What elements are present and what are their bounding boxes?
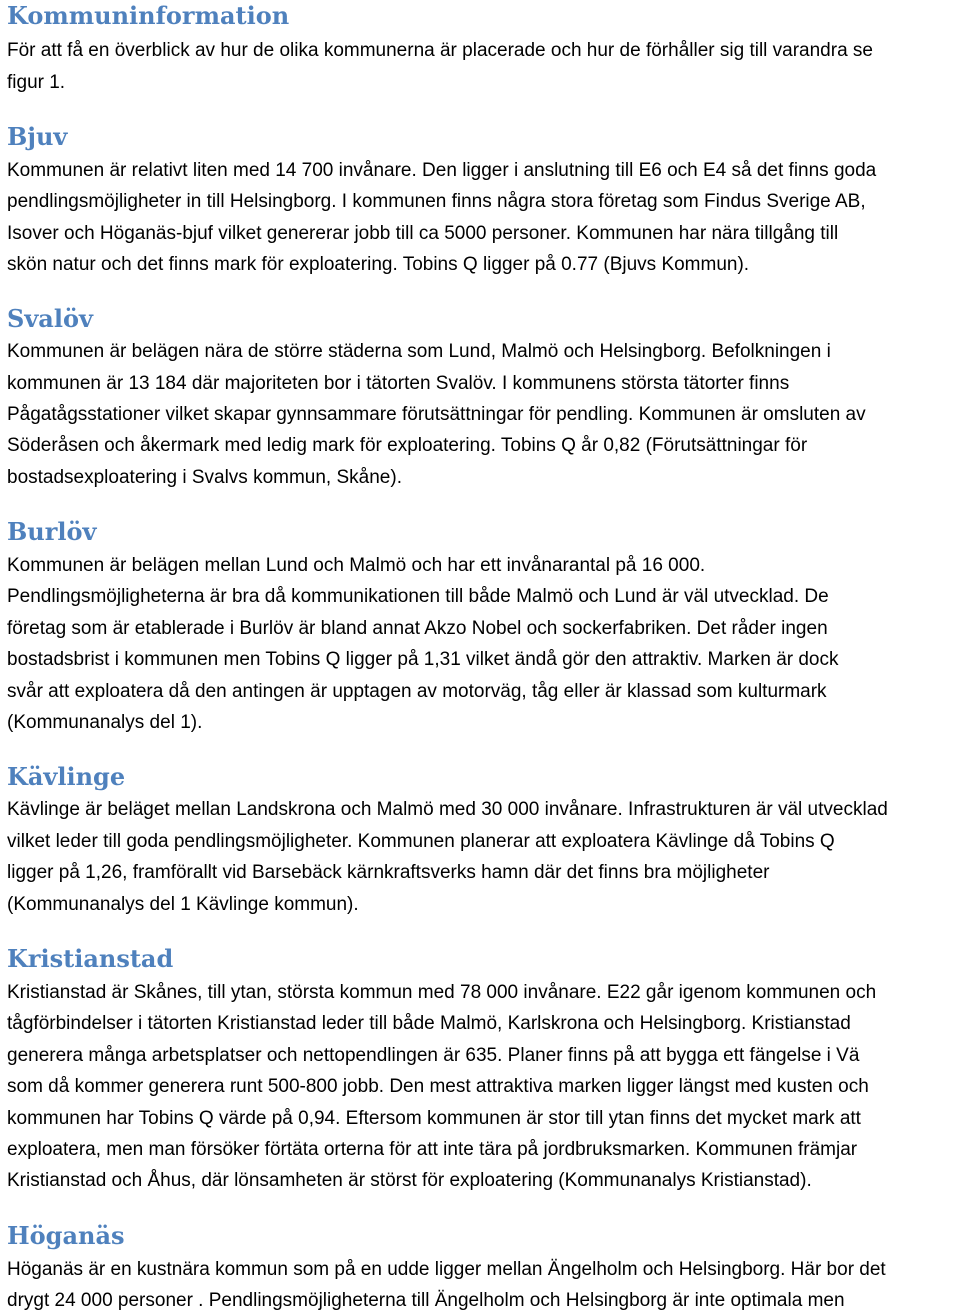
paragraph-line: Höganäs är en kustnära kommun som på en udde ligger mellan Ängelholm och Helsingborg. Här bor det	[7, 1259, 886, 1280]
heading-hoganas: Höganäs	[7, 1221, 125, 1250]
paragraph-line: figur 1.	[7, 72, 66, 93]
paragraph-line: kommunen är 13 184 där majoriteten bor i tätorten Svalöv. I kommunens största tätorter finns	[7, 373, 790, 394]
heading-bjuv: Bjuv	[7, 122, 68, 151]
paragraph-line: företag som är etablerade i Burlöv är bland annat Akzo Nobel och sockerfabriken. Det råder ingen	[7, 618, 828, 639]
paragraph-line: kommunen har Tobins Q värde på 0,94. Eftersom kommunen är stor till ytan finns det mycket mark att	[7, 1108, 861, 1129]
paragraph-line: Pågatågsstationer vilket skapar gynnsammare förutsättningar för pendling. Kommunen är omsluten av	[7, 404, 866, 425]
paragraph-line: Kristianstad och Åhus, där lönsamheten är störst för exploatering (Kommunanalys Kristianstad).	[7, 1170, 812, 1191]
paragraph-line: svår att exploatera då den antingen är upptagen av motorväg, tåg eller är klassad som kulturmark	[7, 681, 827, 702]
heading-burlov: Burlöv	[7, 517, 97, 546]
paragraph-line: vilket leder till goda pendlingsmöjligheter. Kommunen planerar att exploatera Kävlinge då Tobins Q	[7, 831, 835, 852]
paragraph-line: Söderåsen och åkermark med ledig mark för exploatering. Tobins Q år 0,82 (Förutsättningar för	[7, 435, 808, 456]
paragraph-line: Pendlingsmöjligheterna är bra då kommunikationen till både Malmö och Lund är väl utvecklad. De	[7, 586, 829, 607]
paragraph-line: generera många arbetsplatser och nettopendlingen är 635. Planer finns på att bygga ett fängelse i Vä	[7, 1045, 860, 1066]
heading-kristianstad: Kristianstad	[7, 944, 174, 973]
paragraph-line: ligger på 1,26, framförallt vid Barsebäck kärnkraftsverks hamn där det finns bra möjligheter	[7, 862, 770, 883]
paragraph-line: (Kommunanalys del 1 Kävlinge kommun).	[7, 894, 359, 915]
paragraph-line: pendlingsmöjligheter in till Helsingborg. I kommunen finns några stora företag som Findus Sverige AB,	[7, 191, 866, 212]
heading-svalov: Svalöv	[7, 304, 93, 333]
heading-kavlinge: Kävlinge	[7, 762, 126, 791]
paragraph-line: som då kommer generera runt 500-800 jobb. Den mest attraktiva marken ligger längst med kusten och	[7, 1076, 869, 1097]
paragraph-line: (Kommunanalys del 1).	[7, 712, 203, 733]
paragraph-line: Kommunen är belägen mellan Lund och Malmö och har ett invånarantal på 16 000.	[7, 555, 706, 576]
paragraph-line: Kristianstad är Skånes, till ytan, största kommun med 78 000 invånare. E22 går igenom kommunen och	[7, 982, 877, 1003]
paragraph-line: drygt 24 000 personer . Pendlingsmöjligheterna till Ängelholm och Helsingborg är inte optimala men	[7, 1290, 845, 1311]
heading-kommuninformation: Kommuninformation	[7, 1, 290, 30]
paragraph-line: Kommunen är relativt liten med 14 700 invånare. Den ligger i anslutning till E6 och E4 så det finns goda	[7, 160, 877, 181]
paragraph-line: bostadsbrist i kommunen men Tobins Q ligger på 1,31 vilket ändå gör den attraktiv. Marken är dock	[7, 649, 839, 670]
paragraph-line: Kävlinge är beläget mellan Landskrona och Malmö med 30 000 invånare. Infrastrukturen är väl utvecklad	[7, 799, 888, 820]
paragraph-line: Isover och Höganäs-bjuf vilket genererar jobb till ca 5000 personer. Kommunen har nära tillgång till	[7, 223, 839, 244]
paragraph-line: Kommunen är belägen nära de större städerna som Lund, Malmö och Helsingborg. Befolkningen i	[7, 341, 831, 362]
paragraph-line: bostadsexploatering i Svalvs kommun, Skåne).	[7, 467, 402, 488]
paragraph-line: För att få en överblick av hur de olika kommunerna är placerade och hur de förhåller sig till varandra se	[7, 40, 873, 61]
paragraph-line: tågförbindelser i tätorten Kristianstad leder till både Malmö, Karlskrona och Helsingborg. Kristianstad	[7, 1013, 851, 1034]
paragraph-line: exploatera, men man försöker förtäta orterna för att inte tära på jordbruksmarken. Kommunen främjar	[7, 1139, 858, 1160]
paragraph-line: skön natur och det finns mark för exploatering. Tobins Q ligger på 0.77 (Bjuvs Kommun).	[7, 254, 750, 275]
